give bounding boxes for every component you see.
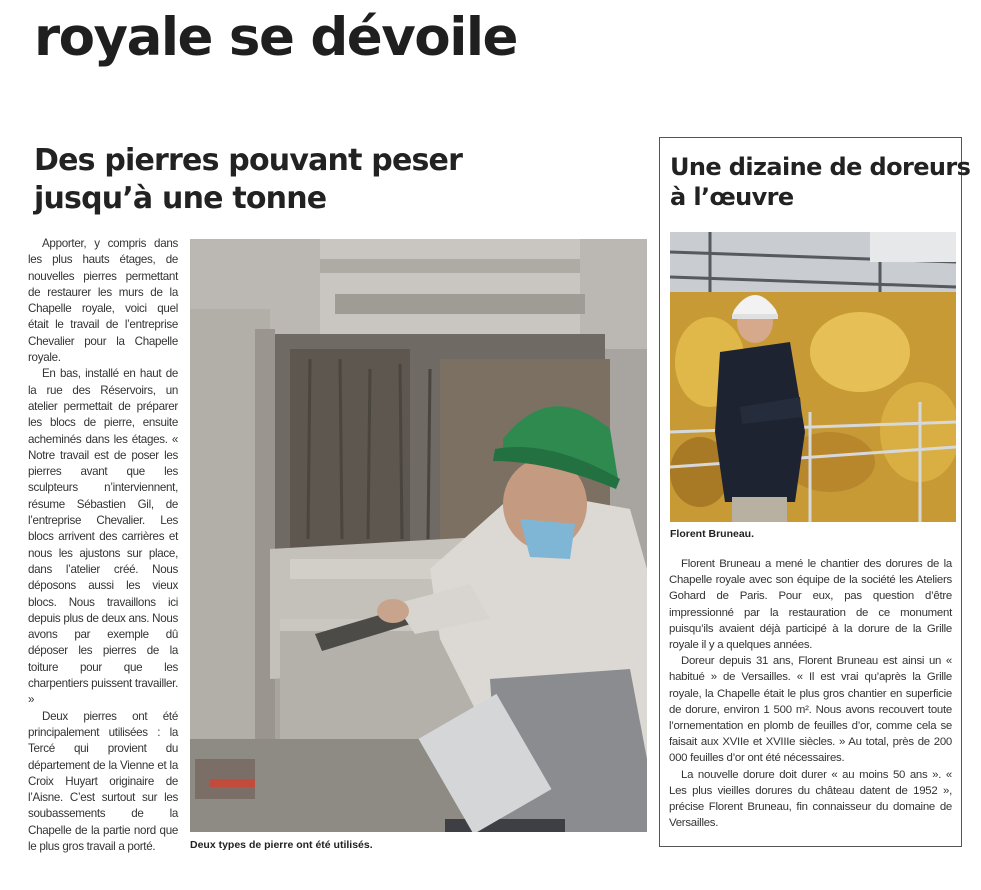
article-paragraph: En bas, installé en haut de la rue des Réservoirs, un atelier permettait de préparer les blocs de pierre, ensuite acheminés dans les étages. « Notre travail est de poser les pierres avant que les sculpteurs n’interviennent, résume Sébastien Gil, de l’entreprise Chevalier. Les blocs arrivent des carrières et nous les ajustons sur place, dans l’atelier créé. Nous déposons aussi les vieux blocs. Nous travaillons ici depuis plus de deux ans. Nous avons par exemple dû déposer les pierres de la toiture pour que les charpentiers puissent travailler. » [28, 367, 178, 707]
page-headline: royale se dévoile [34, 7, 517, 68]
sidebar-paragraph: Doreur depuis 31 ans, Florent Bruneau est ainsi un « habitué » de Versailles. « Il est vrai qu’après la Grille royale, la Chapelle était le plus gros chantier en superficie de dorure, environ 1 500 m². Nous avons recouvert toute l’ornementation en plomb de feuilles d’or, comme cela se faisait aux XVIIe et XVIIIe siècles. » Au total, près de 200 000 feuilles d’or ont été nécessaires. [669, 655, 952, 765]
sidebar-title [670, 152, 970, 212]
article-title-line-2: jusqu’à une tonne [34, 181, 327, 216]
stonemason-photo-caption: Deux types de pierre ont été utilisés. [190, 839, 373, 851]
sidebar-paragraph: La nouvelle dorure doit durer « au moins 50 ans ». « Les plus vieilles dorures du château datent de 1952 », précise Florent Bruneau, fin connaisseur du domaine de Versailles. [669, 768, 952, 830]
article-paragraph: Deux pierres ont été principalement utilisées : la Tercé qui provient du département de la Vienne et la Croix Huyart originaire de l’Aisne. C’est surtout sur les soubassements de la Chapelle de la partie nord que le plus gros travail a porté. [28, 709, 178, 853]
article-title-line-1: Des pierres pouvant peser [34, 143, 463, 178]
sidebar-title-line-1: Une dizaine de doreurs [670, 153, 971, 181]
gilder-photo-caption: Florent Bruneau. [670, 528, 755, 540]
stonemason-photo [190, 239, 647, 832]
article-body [28, 236, 178, 855]
sidebar-body [669, 556, 952, 831]
sidebar-paragraph: Florent Bruneau a mené le chantier des dorures de la Chapelle royale avec son équipe de la société les Ateliers Gohard de Paris. Pour eux, pas question d’être impressionné par la restauration de ce monument puisqu’ils avaient déjà participé à la dorure de la Grille royale il y a quelques années. [669, 558, 952, 652]
article-paragraph: Apporter, y compris dans les plus hauts étages, de nouvelles pierres permettant de restaurer les murs de la Chapelle royale, voici quel était le travail de l’entreprise Chevalier pour la Chapelle royale. [28, 237, 178, 365]
article-title [34, 142, 462, 218]
sidebar-title-line-2: à l’œuvre [670, 183, 794, 211]
gilder-photo [670, 232, 956, 522]
